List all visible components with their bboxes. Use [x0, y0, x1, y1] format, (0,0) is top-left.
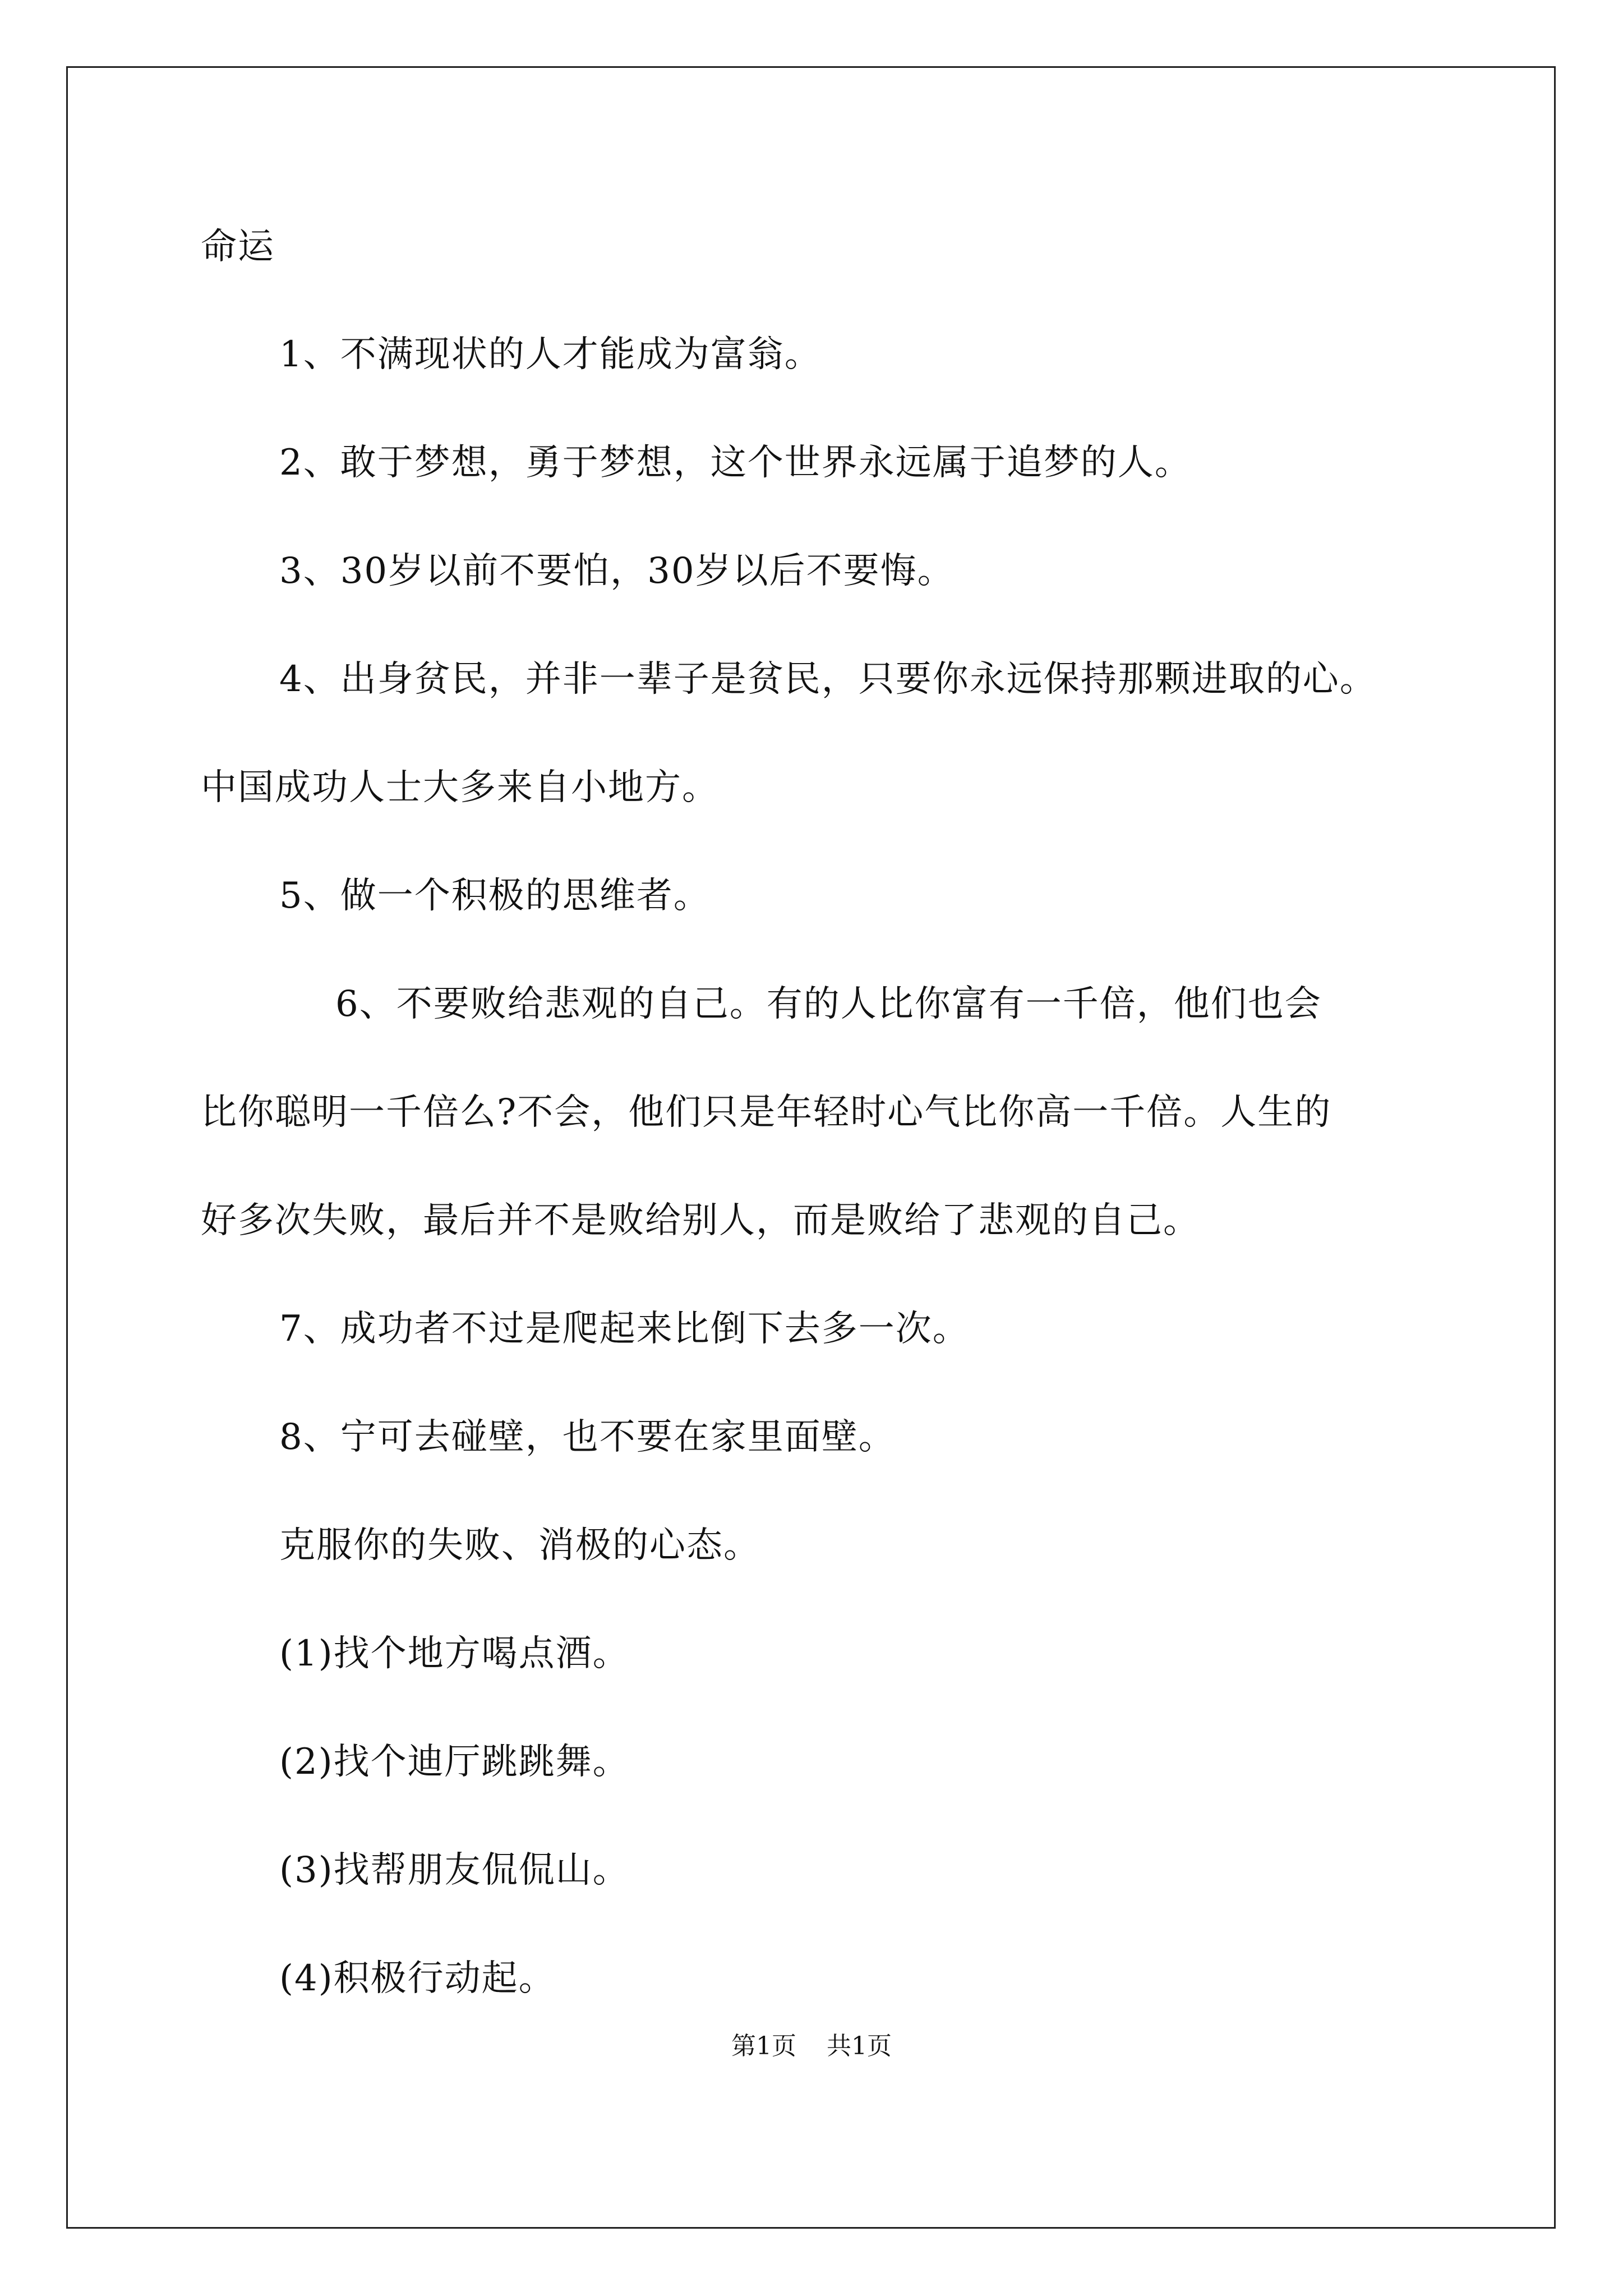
paragraph-line: 6、不要败给悲观的自己。有的人比你富有一千倍，他们也会 — [335, 983, 1322, 1025]
paragraph-line: (1)找个地方喝点酒。 — [279, 1633, 630, 1674]
paragraph-line: (4)积极行动起。 — [279, 1958, 556, 1999]
paragraph-line: 1、不满现状的人才能成为富翁。 — [279, 334, 822, 375]
paragraph-line: 中国成功人士大多来自小地方。 — [201, 767, 719, 808]
page-number: 第1页 — [731, 2032, 796, 2060]
paragraph-line: 2、敢于梦想，勇于梦想，这个世界永远属于追梦的人。 — [279, 442, 1192, 484]
paragraph-line: (2)找个迪厅跳跳舞。 — [279, 1741, 630, 1783]
paragraph-line: 3、30岁以前不要怕，30岁以后不要悔。 — [279, 550, 955, 592]
paragraph-line: 4、出身贫民，并非一辈子是贫民，只要你永远保持那颗进取的心。 — [279, 659, 1377, 700]
paragraph-line: 克服你的失败、消极的心态。 — [279, 1525, 760, 1566]
paragraph-line: 8、宁可去碰壁，也不要在家里面壁。 — [279, 1416, 896, 1458]
page-border — [66, 66, 1556, 2229]
page-footer — [0, 2030, 1623, 2063]
paragraph-line: (3)找帮朋友侃侃山。 — [279, 1849, 630, 1891]
paragraph-line: 7、成功者不过是爬起来比倒下去多一次。 — [279, 1308, 970, 1350]
paragraph-line: 好多次失败，最后并不是败给别人，而是败给了悲观的自己。 — [201, 1200, 1200, 1241]
paragraph-line: 比你聪明一千倍么?不会，他们只是年轻时心气比你高一千倍。人生的 — [201, 1092, 1332, 1133]
paragraph-line: 5、做一个积极的思维者。 — [279, 875, 711, 917]
document-title: 命运 — [201, 226, 275, 268]
page-total: 共1页 — [827, 2032, 892, 2060]
